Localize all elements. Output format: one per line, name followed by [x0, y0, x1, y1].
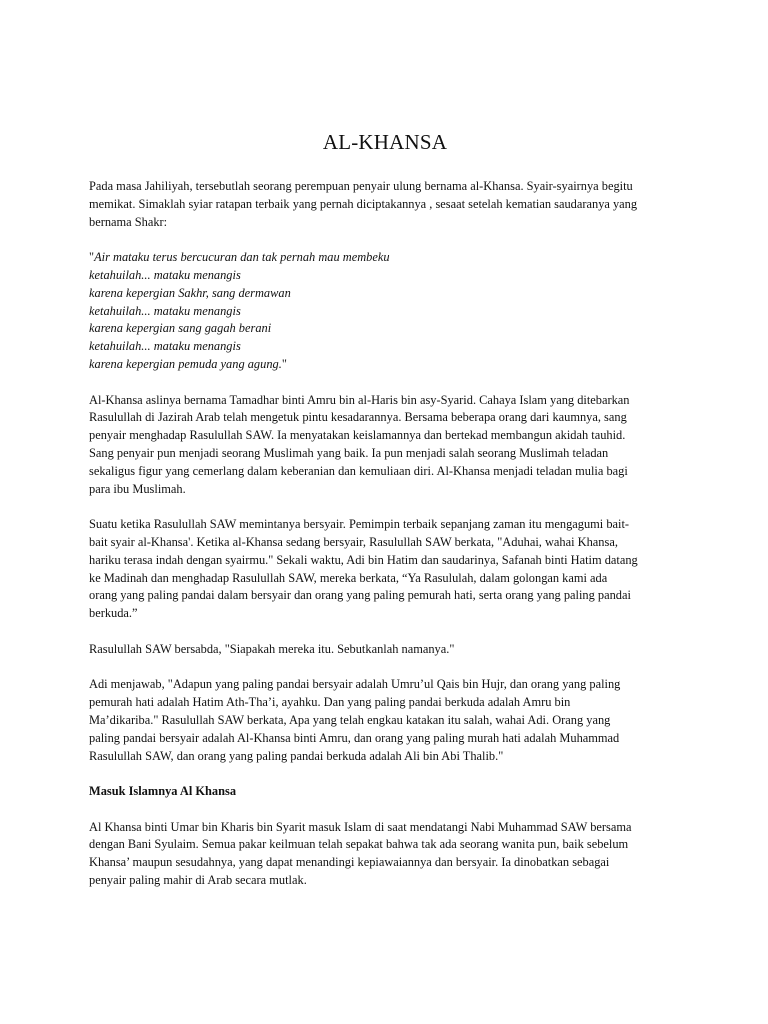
- section-heading: Masuk Islamnya Al Khansa: [89, 784, 237, 799]
- text-line: ke Madinah dan menghadap Rasulullah SAW, mereka berkata, “Ya Rasululah, dalam golongan kami ada: [89, 570, 608, 585]
- text-line: Khansa’ maupun sesudahnya, yang dapat menandingi kepiawaiannya dan bersyair. Ia dinobatkan sebagai: [89, 855, 610, 870]
- paragraph-adi-answer: [89, 676, 681, 765]
- text-line: bait syair al-Khansa'. Ketika al-Khansa sedang bersyair, Rasulullah SAW berkata, "Aduhai, wahai Khansa,: [89, 534, 618, 549]
- poem-line: [89, 249, 681, 267]
- page-title: AL-KHANSA: [322, 130, 448, 154]
- open-quote: ": [89, 250, 95, 265]
- poem-line: ketahuilah... mataku menangis: [89, 303, 241, 318]
- text-line: penyair paling mahir di Arab secara mutlak.: [89, 873, 307, 888]
- text-line: paling pandai bersyair adalah Al-Khansa binti Amru, dan orang yang paling murah hati adalah Muhammad: [89, 730, 620, 745]
- text-line: Ma’dikariba." Rasulullah SAW berkata, Apa yang telah engkau katakan itu salah, wahai Adi. Orang yang: [89, 712, 611, 727]
- text-line: Al Khansa binti Umar bin Kharis bin Syarit masuk Islam di saat mendatangi Nabi Muhammad SAW bersama: [89, 819, 632, 834]
- text-line: Rasulullah SAW, dan orang yang paling pandai berkuda adalah Ali bin Abi Thalib.": [89, 748, 504, 763]
- text-line: Adi menjawab, "Adapun yang paling pandai bersyair adalah Umru’ul Qais bin Hujr, dan orang yang paling: [89, 677, 621, 692]
- text-line: Pada masa Jahiliyah, tersebutlah seorang perempuan penyair ulung bernama al-Khansa. Syair-syairnya begitu: [89, 179, 633, 193]
- poem-line: karena kepergian sang gagah berani: [89, 321, 272, 336]
- paragraph-rasulullah-asks: [89, 641, 681, 659]
- text-line: bernama Shakr:: [89, 214, 168, 229]
- paragraph-rasulullah-request: [89, 516, 681, 623]
- text-line: memikat. Simaklah syiar ratapan terbaik yang pernah diciptakannya , sesaat setelah kematian saudaranya yang: [89, 196, 638, 211]
- text-line: sekaligus figur yang cemerlang dalam keberanian dan kemuliaan diri. Al-Khansa menjadi teladan mulia bagi: [89, 463, 628, 478]
- text-line: Rasulullah di Jazirah Arab telah mengetuk pintu kesadarannya. Bersama beberapa orang dari kaumnya, sang: [89, 410, 627, 425]
- text-line: para ibu Muslimah.: [89, 481, 186, 496]
- text-line: Rasulullah SAW bersabda, "Siapakah mereka itu. Sebutkanlah namanya.": [89, 641, 455, 656]
- poem-line: ketahuilah... mataku menangis: [89, 267, 241, 282]
- text-line: Suatu ketika Rasulullah SAW memintanya bersyair. Pemimpin terbaik sepanjang zaman itu mengagumi bait-: [89, 517, 630, 532]
- text-line: orang yang paling pandai dalam bersyair dan orang yang paling pemurah hati, serta orang yang paling pandai: [89, 588, 631, 603]
- poem-line-text: Air mataku terus bercucuran dan tak pernah mau membeku: [94, 250, 390, 265]
- text-line: Sang penyair pun menjadi seorang Muslimah yang baik. Ia pun menjadi salah seorang Muslimah teladan: [89, 445, 609, 460]
- text-line: Al-Khansa aslinya bernama Tamadhar binti Amru bin al-Haris bin asy-Syarid. Cahaya Islam yang ditebarkan: [89, 392, 630, 407]
- text-line: dengan Bani Syulaim. Semua pakar keilmuan telah sepakat bahwa tak ada seorang wanita pun, baik sebelum: [89, 837, 629, 852]
- document-body: [89, 178, 681, 908]
- text-line: berkuda.”: [89, 606, 138, 621]
- intro-paragraph: [89, 178, 681, 231]
- poem-block: [89, 249, 681, 374]
- poem-line: [89, 356, 681, 374]
- poem-line-text: karena kepergian pemuda yang agung.: [89, 356, 282, 371]
- paragraph-conversion: [89, 819, 681, 890]
- poem-line: karena kepergian Sakhr, sang dermawan: [89, 285, 291, 300]
- paragraph-origin: [89, 392, 681, 499]
- close-quote: ": [281, 356, 287, 371]
- text-line: penyair menghadap Rasulullah SAW. Ia menyatakan keislamannya dan bertekad membangun akidah tauhid.: [89, 428, 626, 443]
- text-line: hariku terasa indah dengan syairmu." Sekali waktu, Adi bin Hatim dan saudarinya, Safanah binti Hatim datang: [89, 552, 638, 567]
- text-line: pemurah hati adalah Hatim Ath-Tha’i, ayahku. Dan yang paling pandai berkuda adalah Amru bin: [89, 695, 571, 710]
- poem-line: ketahuilah... mataku menangis: [89, 339, 241, 354]
